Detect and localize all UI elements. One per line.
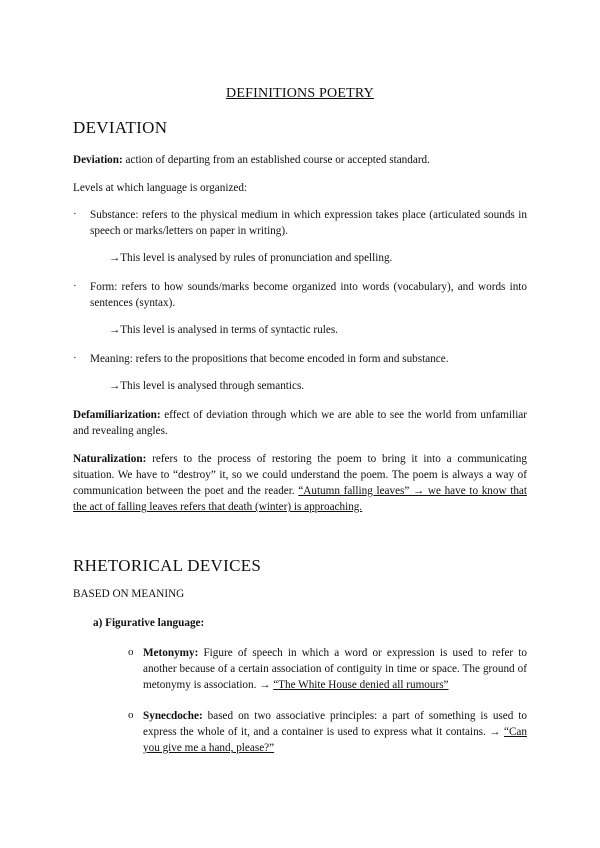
level-form: Form: refers to how sounds/marks become organized into words (vocabulary), and words into sentences (syntax).	[90, 281, 527, 309]
metonymy-item	[143, 645, 527, 693]
defamiliarization-paragraph	[73, 407, 527, 439]
bullet-3-dot: ·	[73, 352, 77, 364]
deviation-heading: DEVIATION	[73, 118, 168, 137]
naturalization-term: Naturalization:	[73, 453, 147, 465]
metonymy-text: Figure of speech in which a word or expression is used to refer to another because of a certain association of contiguity in time or space. The ground of metonymy is association. →	[143, 647, 527, 691]
deviation-definition	[73, 152, 527, 168]
levels-intro: Levels at which language is organized:	[73, 182, 248, 194]
synecdoche-text: based on two associative principles: a part of something is used to express the whole of it, and a container is used to express what it contains. →	[143, 710, 527, 738]
synecdoche-example: “Can you give me a hand, please?”	[143, 726, 527, 754]
naturalization-example: “Autumn falling leaves” → we have to know that the act of falling leaves refers that death (winter) is approaching.	[73, 485, 527, 513]
defamiliarization-term: Defamiliarization:	[73, 409, 161, 421]
metonymy-bullet: o	[128, 646, 134, 658]
page-title: DEFINITIONS POETRY	[226, 86, 374, 101]
bullet-2-dot: ·	[73, 280, 77, 292]
based-on-meaning-subheading: BASED ON MEANING	[73, 588, 185, 600]
bullet-1-dot: ·	[73, 208, 77, 220]
naturalization-paragraph	[73, 451, 527, 515]
level-substance-note: →This level is analysed by rules of pronunciation and spelling.	[109, 252, 393, 264]
deviation-term: Deviation:	[73, 154, 123, 166]
level-form-note: →This level is analysed in terms of syntactic rules.	[109, 324, 338, 336]
metonymy-term: Metonymy:	[143, 647, 199, 659]
synecdoche-bullet: o	[128, 709, 134, 721]
level-meaning: Meaning: refers to the propositions that become encoded in form and substance.	[90, 353, 449, 365]
naturalization-text: refers to the process of restoring the poem to bring it into a communicating situation. We have to “destroy” it, so we could understand the poem. The poem is always a way of communication between the poet and the reader.	[73, 453, 527, 497]
figurative-language-label: a) Figurative language:	[93, 617, 205, 629]
rhetorical-heading: RHETORICAL DEVICES	[73, 556, 262, 575]
level-meaning-note: →This level is analysed through semantics.	[109, 380, 305, 392]
defamiliarization-text: effect of deviation through which we are able to see the world from unfamiliar and revealing angles.	[73, 409, 527, 437]
synecdoche-term: Synecdoche:	[143, 710, 203, 722]
level-substance: Substance: refers to the physical medium in which expression takes place (articulated sounds in speech or marks/letters on paper in writing).	[90, 209, 527, 237]
synecdoche-item	[143, 708, 527, 756]
deviation-definition-text: action of departing from an established course or accepted standard.	[122, 154, 430, 166]
metonymy-example: “The White House denied all rumours”	[273, 679, 449, 691]
